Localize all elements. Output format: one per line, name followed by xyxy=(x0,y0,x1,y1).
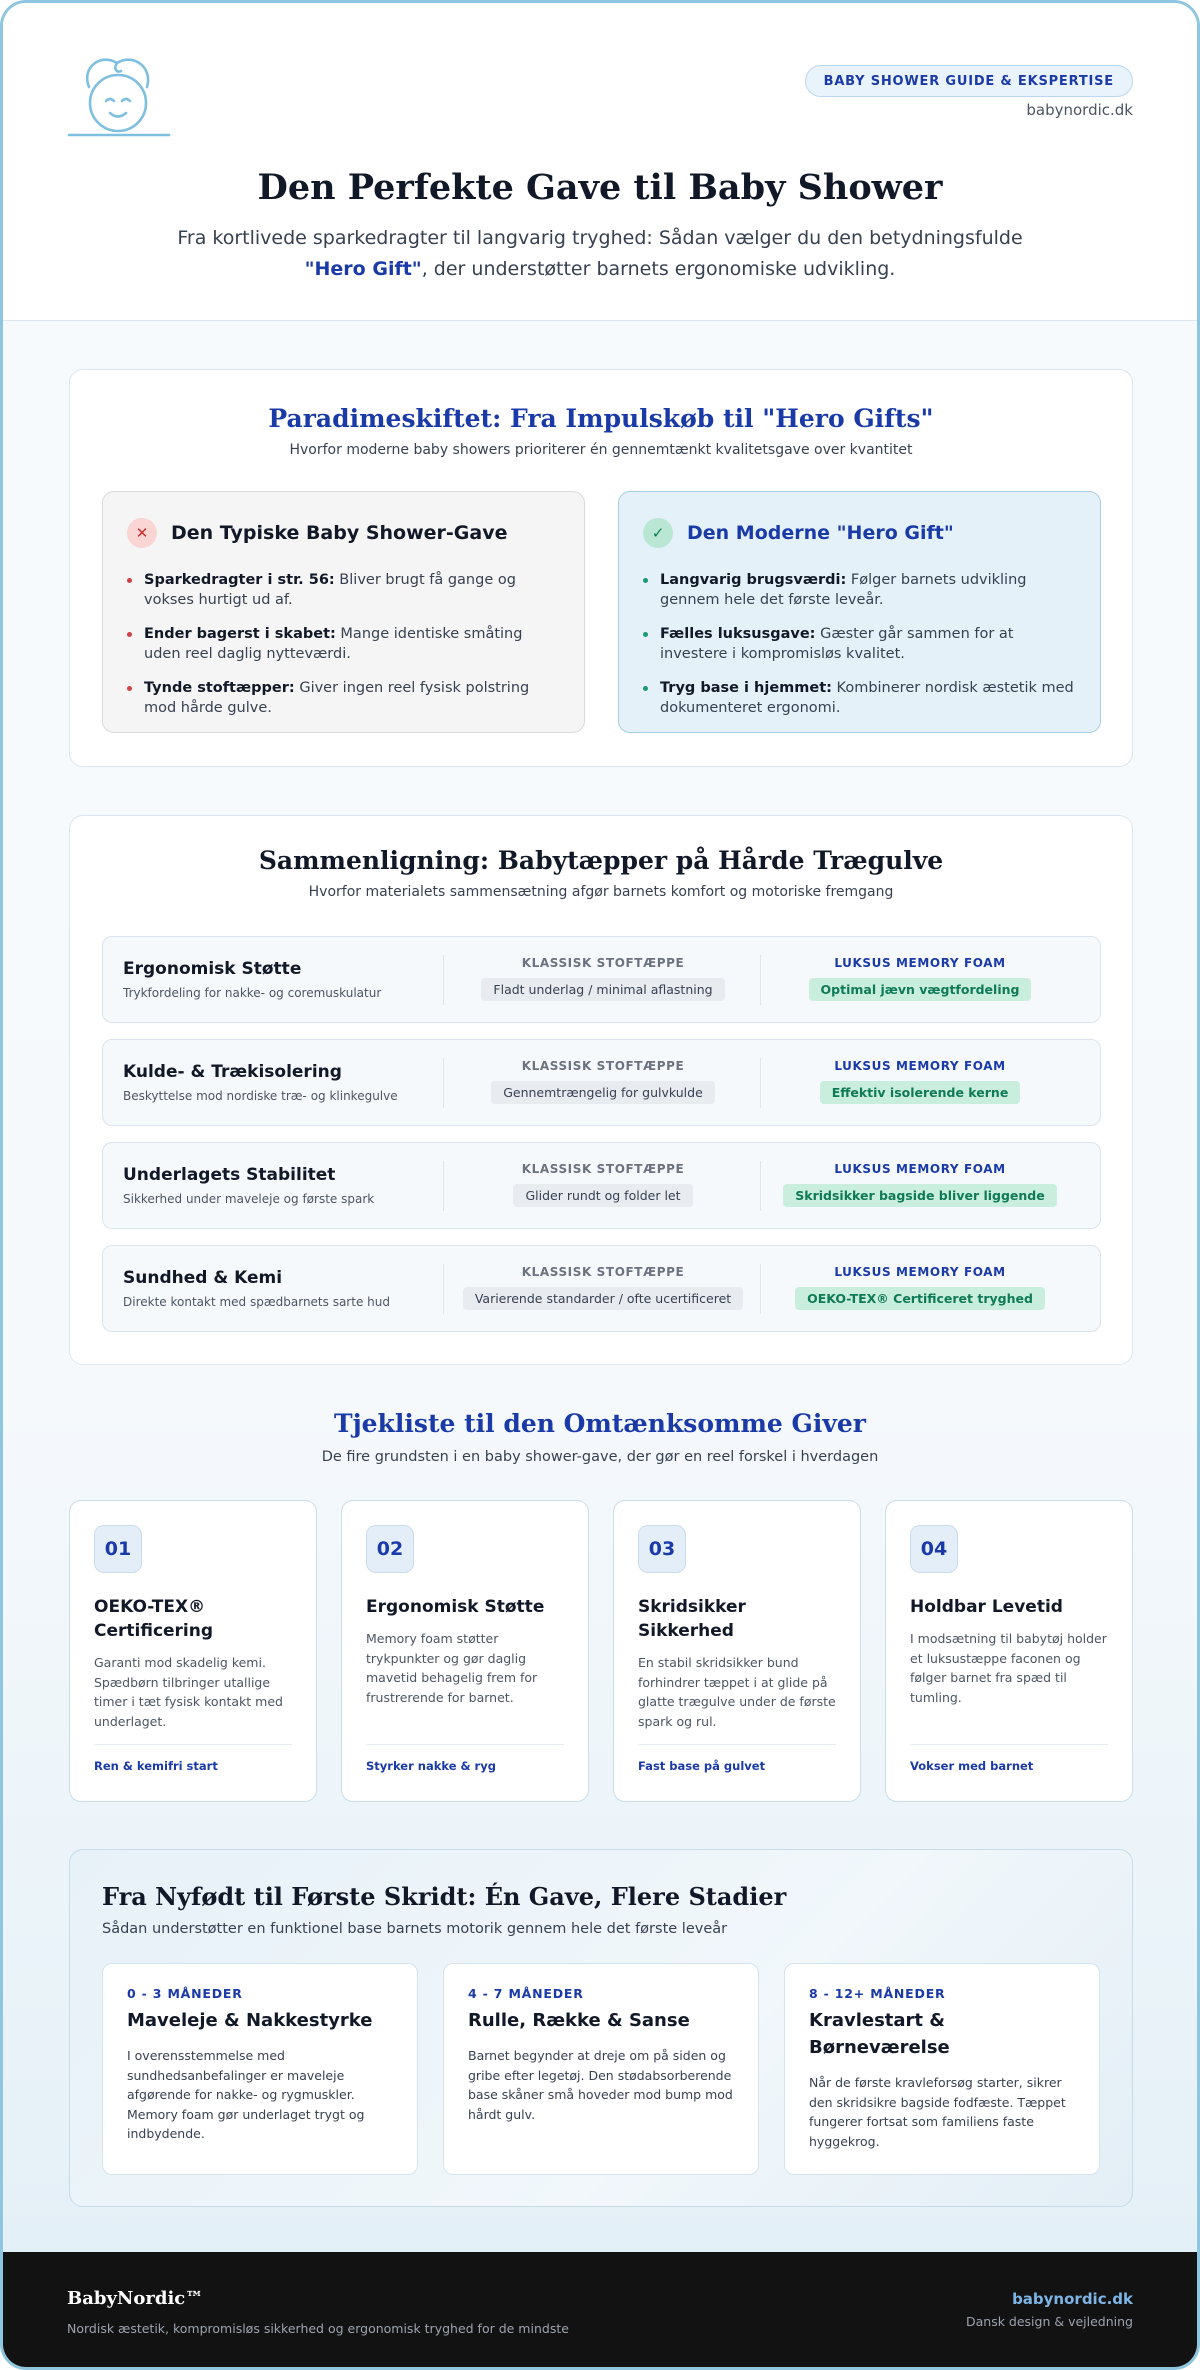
comparison-row-title: Ergonomisk Støtte xyxy=(123,959,302,979)
stage-card xyxy=(102,1963,418,2175)
foam-column xyxy=(762,956,1078,1001)
page-subtitle xyxy=(153,223,1047,285)
comparison-row xyxy=(102,1039,1101,1126)
paradigm-title: Paradimeskiftet: Fra Impulskøb til "Hero Gifts" xyxy=(268,404,934,433)
checklist-card-title: Ergonomisk Støtte xyxy=(366,1597,545,1617)
divider xyxy=(760,1058,761,1108)
typical-gift-card xyxy=(102,491,585,733)
subtitle-highlight: "Hero Gift" xyxy=(304,258,422,280)
comparison-row xyxy=(102,1245,1101,1332)
hero-gift-card xyxy=(618,491,1101,733)
paradigm-subtitle: Hvorfor moderne baby showers prioriterer én gennemtænkt kvalitetsgave over kvantitet xyxy=(289,442,913,458)
classic-value: Fladt underlag / minimal aflastning xyxy=(481,978,724,1001)
footer-site-link[interactable]: babynordic.dk xyxy=(1012,2290,1133,2308)
checklist-card-title: Holdbar Levetid xyxy=(910,1597,1063,1617)
comparison-row-title: Sundhed & Kemi xyxy=(123,1268,283,1288)
checklist-card-body: I modsætning til babytøj holder et luksustæppe faconen og følger barnet fra spæd til tumling. xyxy=(910,1631,1107,1705)
list-item-label: Sparkedragter i str. 56: xyxy=(144,572,335,588)
comparison-title: Sammenligning: Babytæpper på Hårde Trægulve xyxy=(258,846,944,875)
footer-tagline: Nordisk æstetik, kompromisløs sikkerhed og ergonomisk tryghed for de mindste xyxy=(67,2321,569,2336)
hero-gift-list xyxy=(643,570,1076,718)
list-item-text: Følger barnets udvikling gennem hele det første leveår. xyxy=(660,572,1027,608)
foam-value: OEKO-TEX® Certificeret tryghed xyxy=(795,1287,1045,1310)
list-item xyxy=(643,678,1076,718)
comparison-row-title: Kulde- & Trækisolering xyxy=(123,1062,342,1082)
comparison-row-label xyxy=(123,1062,443,1103)
classic-header: KLASSISK STOFTÆPPE xyxy=(521,1265,685,1279)
baby-face-icon xyxy=(67,51,171,137)
classic-header: KLASSISK STOFTÆPPE xyxy=(521,1059,685,1073)
divider xyxy=(760,955,761,1005)
list-item-label: Langvarig brugsværdi: xyxy=(660,572,847,588)
divider xyxy=(760,1264,761,1314)
footer-brand: BabyNordic™ xyxy=(67,2288,204,2309)
checklist-title: Tjekliste til den Omtænksomme Giver xyxy=(334,1409,866,1438)
foam-value: Optimal jævn vægtfordeling xyxy=(809,978,1032,1001)
guide-badge: BABY SHOWER GUIDE & EKSPERTISE xyxy=(805,65,1133,97)
comparison-row-label xyxy=(123,959,443,1000)
stage-title: Maveleje & Nakkestyrke xyxy=(127,2010,373,2031)
checklist-card-footer: Vokser med barnet xyxy=(910,1744,1108,1773)
classic-column xyxy=(445,956,761,1001)
divider xyxy=(443,1058,444,1108)
checklist-number: 02 xyxy=(366,1525,414,1573)
classic-header: KLASSISK STOFTÆPPE xyxy=(521,956,685,970)
comparison-row xyxy=(102,1142,1101,1229)
stage-card xyxy=(443,1963,759,2175)
classic-header: KLASSISK STOFTÆPPE xyxy=(521,1162,685,1176)
stage-body: Barnet begynder at dreje om på siden og gribe efter legetøj. Den stødabsorberende base skåner små hoveder mod bump mod hårdt gulv. xyxy=(468,2048,733,2122)
footer-note: Dansk design & vejledning xyxy=(965,2314,1133,2329)
foam-value: Effektiv isolerende kerne xyxy=(820,1081,1021,1104)
stages-subtitle: Sådan understøtter en funktionel base barnets motorik gennem hele det første leveår xyxy=(102,1921,728,1937)
list-item-label: Tynde stoftæpper: xyxy=(144,680,295,696)
checklist-number: 04 xyxy=(910,1525,958,1573)
divider xyxy=(443,955,444,1005)
foam-header: LUKSUS MEMORY FOAM xyxy=(834,1162,1006,1176)
typical-gift-list xyxy=(127,570,560,718)
page-footer xyxy=(3,2252,1197,2367)
divider xyxy=(760,1161,761,1211)
checklist-card-title: Skridsikker Sikkerhed xyxy=(638,1597,746,1641)
list-item-label: Ender bagerst i skabet: xyxy=(144,626,336,642)
comparison-row-desc: Trykfordeling for nakke- og coremuskulatur xyxy=(123,986,382,1000)
checklist-card-body: Memory foam støtter trykpunkter og gør daglig mavetid behagelig frem for frustrerende for barnet. xyxy=(366,1631,538,1705)
page-title: Den Perfekte Gave til Baby Shower xyxy=(257,167,943,208)
comparison-row-desc: Direkte kontakt med spædbarnets sarte hud xyxy=(123,1295,390,1309)
comparison-row-label xyxy=(123,1165,443,1206)
classic-column xyxy=(445,1162,761,1207)
list-item-text: Gæster går sammen for at investere i kompromisløs kvalitet. xyxy=(660,626,1014,662)
divider xyxy=(443,1264,444,1314)
foam-column xyxy=(762,1059,1078,1104)
checklist-card-title: OEKO-TEX® Certificering xyxy=(94,1597,214,1641)
checklist-card-footer: Styrker nakke & ryg xyxy=(366,1744,564,1773)
stage-title: Rulle, Række & Sanse xyxy=(468,2010,690,2031)
header-site-link[interactable]: babynordic.dk xyxy=(1026,101,1133,119)
subtitle-text-start: Fra kortlivede sparkedragter til langvarig tryghed: Sådan vælger du den betydningsfulde xyxy=(177,227,1023,249)
foam-header: LUKSUS MEMORY FOAM xyxy=(834,956,1006,970)
classic-column xyxy=(445,1059,761,1104)
stage-card xyxy=(784,1963,1100,2175)
typical-gift-heading-row xyxy=(127,518,560,548)
list-item xyxy=(127,678,560,718)
checklist-card xyxy=(885,1500,1133,1802)
list-item xyxy=(127,570,560,610)
stage-age: 8 - 12+ MÅNEDER xyxy=(809,1986,946,2001)
comparison-section xyxy=(69,815,1133,1365)
checklist-card-footer: Fast base på gulvet xyxy=(638,1744,836,1773)
list-item xyxy=(127,624,560,664)
hero-gift-heading-row xyxy=(643,518,1076,548)
checklist-card xyxy=(613,1500,861,1802)
stages-section xyxy=(69,1849,1133,2207)
comparison-subtitle: Hvorfor materialets sammensætning afgør barnets komfort og motoriske fremgang xyxy=(308,884,894,900)
foam-header: LUKSUS MEMORY FOAM xyxy=(834,1265,1006,1279)
stages-title: Fra Nyfødt til Første Skridt: Én Gave, Flere Stadier xyxy=(102,1882,787,1911)
divider xyxy=(443,1161,444,1211)
hero-gift-heading: Den Moderne "Hero Gift" xyxy=(687,522,954,544)
list-item-label: Tryg base i hjemmet: xyxy=(660,680,832,696)
stage-body: Når de første kravleforsøg starter, sikrer den skridsikre bagside fodfæste. Tæppet fungerer fortsat som familiens faste hyggekrog. xyxy=(809,2075,1066,2149)
checklist-card xyxy=(341,1500,589,1802)
checklist-subtitle: De fire grundsten i en baby shower-gave, der gør en reel forskel i hverdagen xyxy=(321,1449,879,1465)
checklist-card-footer: Ren & kemifri start xyxy=(94,1744,292,1773)
stage-title: Kravlestart & Børneværelse xyxy=(809,2010,950,2058)
subtitle-text-end: , der understøtter barnets ergonomiske udvikling. xyxy=(421,258,896,280)
classic-value: Varierende standarder / ofte ucertificeret xyxy=(463,1287,743,1310)
checklist-number: 01 xyxy=(94,1525,142,1573)
comparison-row-desc: Sikkerhed under maveleje og første spark xyxy=(123,1192,375,1206)
list-item-label: Fælles luksusgave: xyxy=(660,626,816,642)
foam-value: Skridsikker bagside bliver liggende xyxy=(783,1184,1056,1207)
comparison-row-desc: Beskyttelse mod nordiske træ- og klinkegulve xyxy=(123,1089,398,1103)
list-item-text: Bliver brugt få gange og vokses hurtigt ud af. xyxy=(144,572,516,608)
typical-gift-heading: Den Typiske Baby Shower-Gave xyxy=(171,522,508,544)
stage-age: 0 - 3 MÅNEDER xyxy=(127,1986,243,2001)
classic-column xyxy=(445,1265,761,1310)
classic-value: Glider rundt og folder let xyxy=(513,1184,692,1207)
check-mark-icon: ✓ xyxy=(643,518,673,548)
paradigm-section xyxy=(69,369,1133,767)
list-item-text: Kombinerer nordisk æstetik med dokumenteret ergonomi. xyxy=(660,680,1074,716)
classic-value: Gennemtrængelig for gulvkulde xyxy=(491,1081,715,1104)
list-item xyxy=(643,624,1076,664)
checklist-card-body: En stabil skridsikker bund forhindrer tæppet i at glide på glatte trægulve under de første spark og rul. xyxy=(638,1655,836,1729)
checklist-number: 03 xyxy=(638,1525,686,1573)
page-header xyxy=(3,3,1197,321)
comparison-row-label xyxy=(123,1268,443,1309)
list-item-text: Giver ingen reel fysisk polstring mod hårde gulve. xyxy=(144,680,530,716)
stage-age: 4 - 7 MÅNEDER xyxy=(468,1986,584,2001)
foam-header: LUKSUS MEMORY FOAM xyxy=(834,1059,1006,1073)
list-item-text: Mange identiske småting uden reel daglig nytteværdi. xyxy=(144,626,523,662)
foam-column xyxy=(762,1162,1078,1207)
foam-column xyxy=(762,1265,1078,1310)
comparison-row-title: Underlagets Stabilitet xyxy=(123,1165,336,1185)
checklist-card-body: Garanti mod skadelig kemi. Spædbørn tilbringer utallige timer i tæt fysisk kontakt med underlaget. xyxy=(94,1655,283,1729)
list-item xyxy=(643,570,1076,610)
x-mark-icon: ✕ xyxy=(127,518,157,548)
checklist-card xyxy=(69,1500,317,1802)
comparison-row xyxy=(102,936,1101,1023)
stage-body: I overensstemmelse med sundhedsanbefalinger er maveleje afgørende for nakke- og rygmuskler. Memory foam gør underlaget trygt og indbydende. xyxy=(127,2048,365,2141)
